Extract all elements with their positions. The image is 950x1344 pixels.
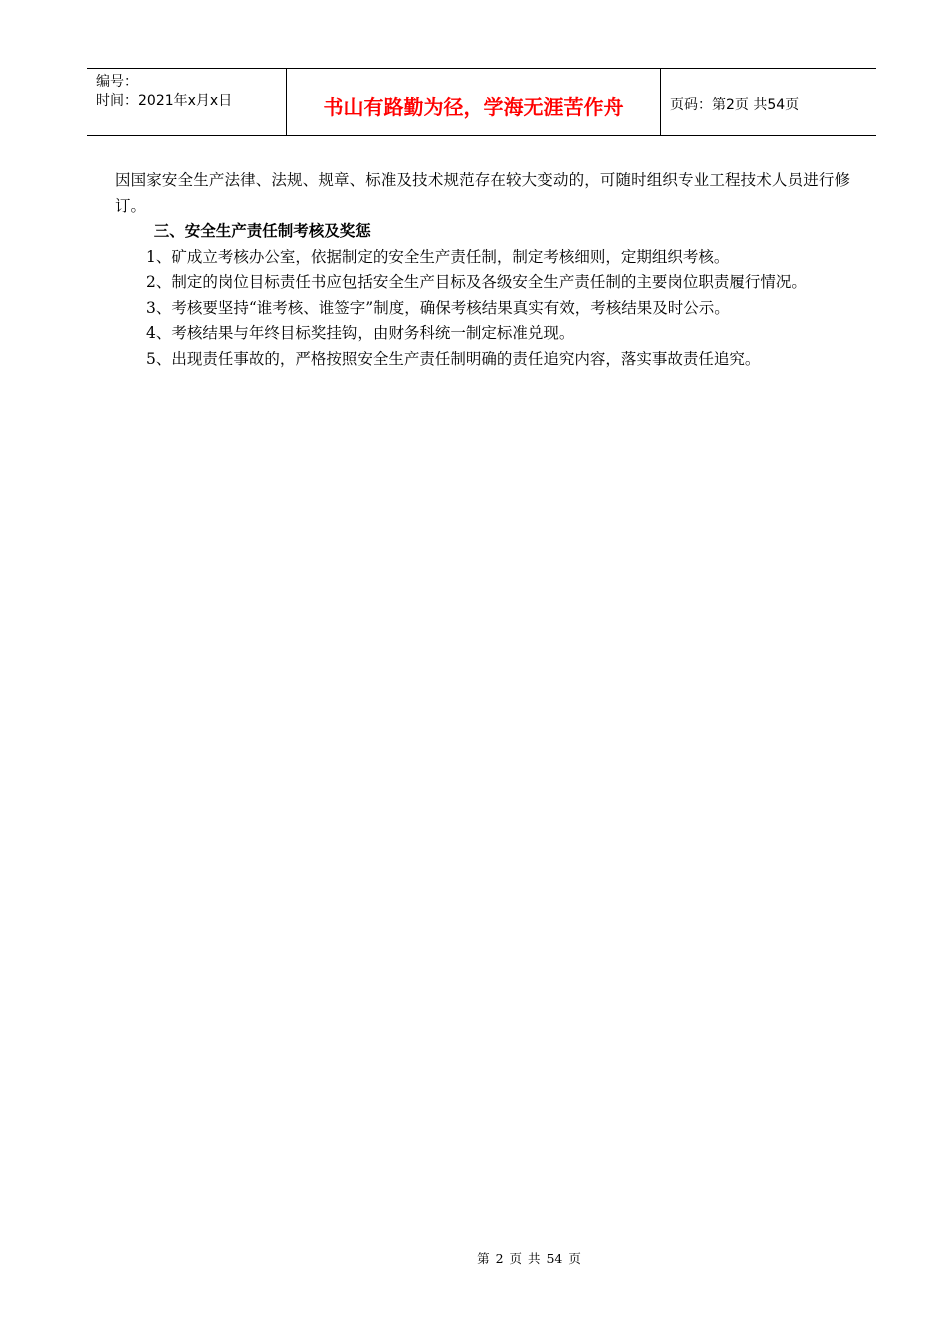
list-item: 1、矿成立考核办公室，依据制定的安全生产责任制，制定考核细则，定期组织考核。 <box>146 247 730 266</box>
header-motto-cell <box>287 69 661 135</box>
page-footer <box>0 1249 950 1267</box>
list-item: 4、考核结果与年终目标奖挂钩，由财务科统一制定标准兑现。 <box>146 324 575 342</box>
header-page-number: 页码：第2页 共54页 <box>670 97 800 113</box>
header-motto: 书山有路勤为径，学海无涯苦作舟 <box>323 94 624 119</box>
document-number-label: 编号： <box>96 74 138 90</box>
header-meta-cell <box>87 69 287 135</box>
list-item: 2、制定的岗位目标责任书应包括安全生产目标及各级安全生产责任制的主要岗位职责履行情况。 <box>146 273 807 291</box>
section-heading: 三、安全生产责任制考核及奖惩 <box>153 222 371 240</box>
document-body <box>115 168 850 372</box>
document-date-label: 时间：2021年x月x日 <box>96 93 233 109</box>
continuation-paragraph: 因国家安全生产法律、法规、规章、标准及技术规范存在较大变动的，可随时组织专业工程技术人员进行修订。 <box>115 171 850 215</box>
list-item: 3、考核要坚持“谁考核、谁签字”制度，确保考核结果真实有效，考核结果及时公示。 <box>146 298 730 317</box>
footer-page-number: 第 2 页 共 54 页 <box>477 1251 581 1266</box>
header-page-cell <box>661 69 876 135</box>
list-item: 5、出现责任事故的，严格按照安全生产责任制明确的责任追究内容，落实事故责任追究。 <box>146 349 761 368</box>
page-header <box>87 68 876 136</box>
